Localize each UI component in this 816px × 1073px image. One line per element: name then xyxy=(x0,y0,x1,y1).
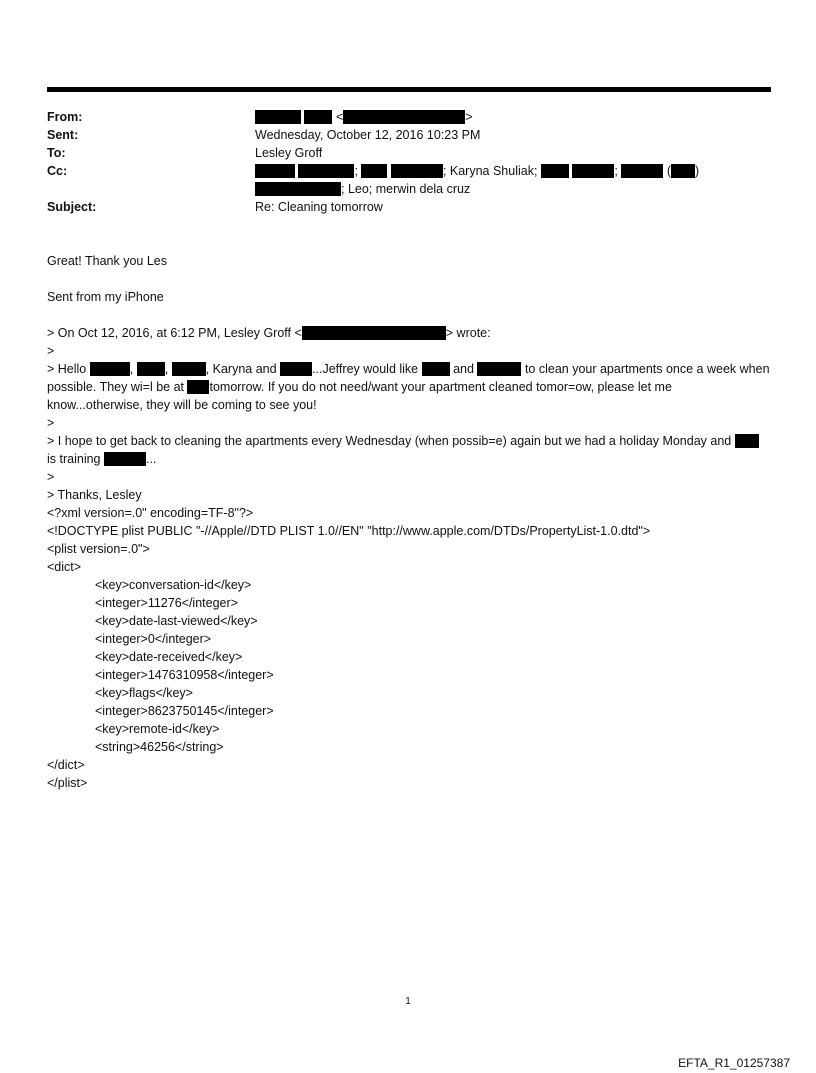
xml-line: <plist version=.0"> xyxy=(47,542,150,556)
redaction-box xyxy=(541,164,569,178)
redaction-box xyxy=(255,110,301,124)
quote-spacer: > xyxy=(47,470,55,484)
xml-line: <key>conversation-id</key> xyxy=(95,578,252,592)
redaction-box xyxy=(391,164,443,178)
xml-line: <key>date-last-viewed</key> xyxy=(95,614,258,628)
quote-paragraph-2: > I hope to get back to cleaning the apartments every Wednesday (when possib=e) again but we had a holiday Monday and is training ... xyxy=(47,432,771,468)
redaction-box xyxy=(422,362,450,376)
quote-spacer: > xyxy=(47,344,55,358)
redaction-box xyxy=(104,452,146,466)
cc-label: Cc: xyxy=(47,164,68,178)
from-row xyxy=(47,108,771,126)
sent-value: Wednesday, October 12, 2016 10:23 PM xyxy=(255,128,481,142)
subject-value: Re: Cleaning tomorrow xyxy=(255,200,383,214)
quote-thanks: > Thanks, Lesley xyxy=(47,488,142,502)
redaction-box xyxy=(621,164,663,178)
header-rule xyxy=(47,87,771,92)
cc-row xyxy=(47,162,771,198)
redaction-box xyxy=(137,362,165,376)
cc-value: ; ; Karyna Shuliak; ; ( ) ; Leo; merwin dela cruz xyxy=(255,162,771,198)
to-row xyxy=(47,144,771,162)
xml-line: <key>remote-id</key> xyxy=(95,722,220,736)
xml-line: <integer>8623750145</integer> xyxy=(95,704,274,718)
xml-line: <integer>11276</integer> xyxy=(95,596,238,610)
redaction-box xyxy=(187,380,209,394)
redaction-box xyxy=(572,164,614,178)
xml-line: <key>date-received</key> xyxy=(95,650,243,664)
to-value: Lesley Groff xyxy=(255,146,323,160)
xml-line: </plist> xyxy=(47,776,88,790)
subject-label: Subject: xyxy=(47,200,97,214)
redaction-box xyxy=(361,164,387,178)
email-body xyxy=(47,252,771,792)
xml-line: <integer>1476310958</integer> xyxy=(95,668,274,682)
page-number: 1 xyxy=(405,996,411,1007)
email-header xyxy=(47,108,771,216)
greeting: Great! Thank you Les xyxy=(47,254,167,268)
xml-line: <dict> xyxy=(47,560,82,574)
redaction-box xyxy=(172,362,206,376)
redaction-box xyxy=(302,326,446,340)
signature: Sent from my iPhone xyxy=(47,290,164,304)
xml-line: <?xml version=.0" encoding=TF-8"?> xyxy=(47,506,254,520)
redaction-box xyxy=(280,362,312,376)
sent-label: Sent: xyxy=(47,128,79,142)
document-id: EFTA_R1_01257387 xyxy=(678,1056,790,1070)
from-value: < > xyxy=(255,108,771,126)
redaction-box xyxy=(298,164,354,178)
from-label: From: xyxy=(47,110,83,124)
subject-row xyxy=(47,198,771,216)
xml-line: <string>46256</string> xyxy=(95,740,224,754)
quote-paragraph-1: > Hello , , , Karyna and ...Jeffrey would like and to clean your apartments once a week when possible. They wi=l be at tomorrow. If you do not need/want your apartment cleaned tomor=ow, please let me know...otherwise, they will be coming to see you! xyxy=(47,362,770,412)
redaction-box xyxy=(671,164,695,178)
to-label: To: xyxy=(47,146,66,160)
quote-spacer: > xyxy=(47,416,55,430)
redaction-box xyxy=(304,110,332,124)
quote-intro: > On Oct 12, 2016, at 6:12 PM, Lesley Groff < > wrote: xyxy=(47,326,491,340)
redaction-box xyxy=(477,362,521,376)
xml-line: </dict> xyxy=(47,758,85,772)
redaction-box xyxy=(343,110,465,124)
xml-line: <!DOCTYPE plist PUBLIC "-//Apple//DTD PLIST 1.0//EN" "http://www.apple.com/DTDs/PropertyList-1.0.dtd"> xyxy=(47,524,651,538)
xml-line: <key>flags</key> xyxy=(95,686,193,700)
redaction-box xyxy=(255,164,295,178)
redaction-box xyxy=(90,362,130,376)
xml-line: <integer>0</integer> xyxy=(95,632,212,646)
redaction-box xyxy=(255,182,341,196)
sent-row xyxy=(47,126,771,144)
redaction-box xyxy=(735,434,759,448)
